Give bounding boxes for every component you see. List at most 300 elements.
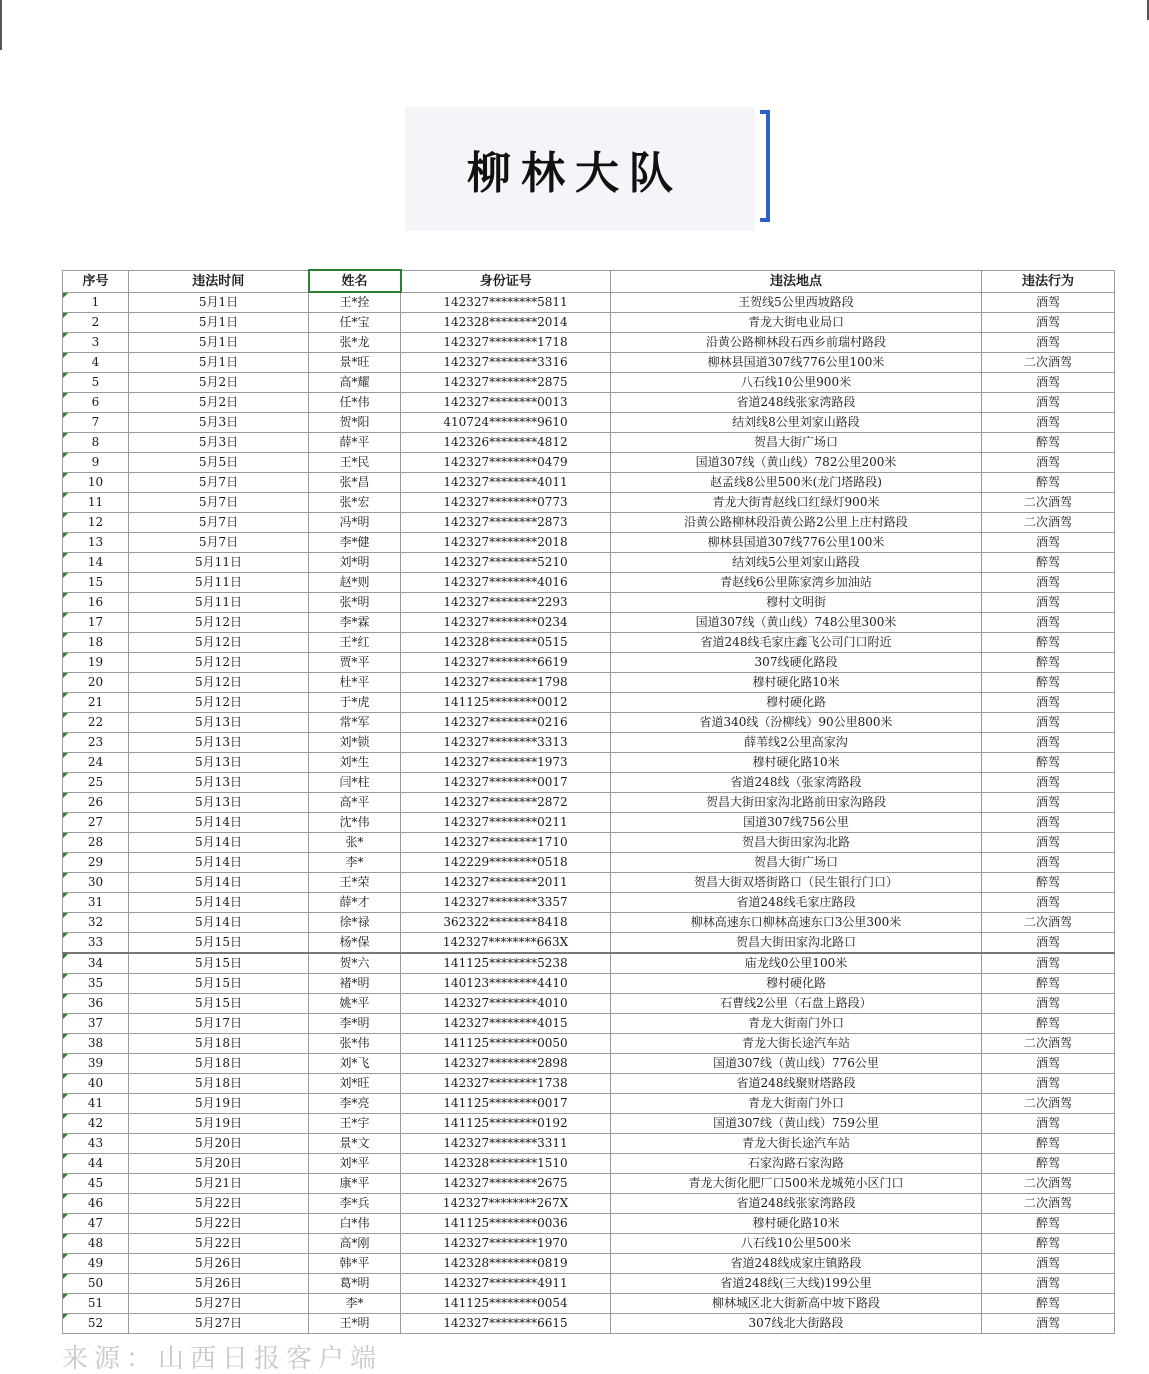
cell-time: 5月14日 bbox=[129, 913, 309, 933]
cell-time: 5月15日 bbox=[129, 953, 309, 974]
cell-name: 高*平 bbox=[309, 793, 401, 813]
cell-id-number: 142327********3316 bbox=[401, 353, 611, 373]
cell-location: 庙龙线0公里100米 bbox=[611, 953, 982, 974]
title-banner bbox=[405, 107, 755, 231]
cell-name: 徐*禄 bbox=[309, 913, 401, 933]
cell-name: 刘*平 bbox=[309, 1154, 401, 1174]
cell-index: 23 bbox=[63, 733, 129, 753]
cell-name: 王*明 bbox=[309, 1314, 401, 1334]
cell-index: 5 bbox=[63, 373, 129, 393]
cell-name: 张*昌 bbox=[309, 473, 401, 493]
cell-index: 12 bbox=[63, 513, 129, 533]
cell-location: 贺昌大街广场口 bbox=[611, 433, 982, 453]
cell-name: 白*伟 bbox=[309, 1214, 401, 1234]
cell-violation: 酒驾 bbox=[982, 853, 1115, 873]
cell-name: 贾*平 bbox=[309, 653, 401, 673]
cell-time: 5月7日 bbox=[129, 533, 309, 553]
cell-index: 38 bbox=[63, 1034, 129, 1054]
cell-violation: 二次酒驾 bbox=[982, 913, 1115, 933]
table-row bbox=[63, 974, 1115, 994]
cell-name: 王*荣 bbox=[309, 873, 401, 893]
cell-id-number: 142328********0515 bbox=[401, 633, 611, 653]
cell-violation: 醉驾 bbox=[982, 433, 1115, 453]
cell-time: 5月22日 bbox=[129, 1234, 309, 1254]
cell-location: 省道340线（汾柳线）90公里800米 bbox=[611, 713, 982, 733]
cell-id-number: 142327********0216 bbox=[401, 713, 611, 733]
title-bracket-decoration bbox=[760, 110, 770, 222]
cell-index: 27 bbox=[63, 813, 129, 833]
cell-index: 7 bbox=[63, 413, 129, 433]
cell-name: 贺*六 bbox=[309, 953, 401, 974]
cell-time: 5月5日 bbox=[129, 453, 309, 473]
cell-index: 13 bbox=[63, 533, 129, 553]
table-row bbox=[63, 733, 1115, 753]
cell-location: 柳林高速东口柳林高速东口3公里300米 bbox=[611, 913, 982, 933]
cell-name: 王*民 bbox=[309, 453, 401, 473]
cell-id-number: 142327********2875 bbox=[401, 373, 611, 393]
cell-index: 2 bbox=[63, 313, 129, 333]
cell-violation: 醉驾 bbox=[982, 633, 1115, 653]
cell-name: 李* bbox=[309, 1294, 401, 1314]
cell-time: 5月3日 bbox=[129, 413, 309, 433]
cell-name: 于*虎 bbox=[309, 693, 401, 713]
cell-violation: 醉驾 bbox=[982, 753, 1115, 773]
cell-location: 结刘线8公里刘家山路段 bbox=[611, 413, 982, 433]
cell-id-number: 141125********0017 bbox=[401, 1094, 611, 1114]
cell-violation: 酒驾 bbox=[982, 733, 1115, 753]
cell-index: 41 bbox=[63, 1094, 129, 1114]
cell-name: 王*红 bbox=[309, 633, 401, 653]
cell-id-number: 142327********2873 bbox=[401, 513, 611, 533]
table-row bbox=[63, 1134, 1115, 1154]
cell-name: 任*伟 bbox=[309, 393, 401, 413]
table-row bbox=[63, 953, 1115, 974]
cell-violation: 酒驾 bbox=[982, 453, 1115, 473]
cell-time: 5月7日 bbox=[129, 493, 309, 513]
table-row bbox=[63, 994, 1115, 1014]
table-row bbox=[63, 593, 1115, 613]
cell-location: 307线硬化路段 bbox=[611, 653, 982, 673]
table-row bbox=[63, 493, 1115, 513]
cell-violation: 酒驾 bbox=[982, 693, 1115, 713]
cell-id-number: 141125********0036 bbox=[401, 1214, 611, 1234]
cell-name: 张*伟 bbox=[309, 1034, 401, 1054]
cell-time: 5月14日 bbox=[129, 813, 309, 833]
cell-violation: 酒驾 bbox=[982, 813, 1115, 833]
table-row bbox=[63, 713, 1115, 733]
cell-index: 4 bbox=[63, 353, 129, 373]
cell-index: 46 bbox=[63, 1194, 129, 1214]
cell-id-number: 142327********6619 bbox=[401, 653, 611, 673]
table-row bbox=[63, 353, 1115, 373]
cell-violation: 醉驾 bbox=[982, 1214, 1115, 1234]
cell-time: 5月14日 bbox=[129, 833, 309, 853]
cell-id-number: 142327********1718 bbox=[401, 333, 611, 353]
cell-name: 景*文 bbox=[309, 1134, 401, 1154]
cell-time: 5月2日 bbox=[129, 393, 309, 413]
cell-id-number: 142327********663X bbox=[401, 933, 611, 954]
cell-time: 5月18日 bbox=[129, 1074, 309, 1094]
cell-location: 八石线10公里500米 bbox=[611, 1234, 982, 1254]
cell-location: 柳林城区北大街新高中坡下路段 bbox=[611, 1294, 982, 1314]
cell-time: 5月2日 bbox=[129, 373, 309, 393]
cell-index: 43 bbox=[63, 1134, 129, 1154]
cell-id-number: 142328********1510 bbox=[401, 1154, 611, 1174]
table-row bbox=[63, 833, 1115, 853]
cell-time: 5月17日 bbox=[129, 1014, 309, 1034]
cell-id-number: 142327********5811 bbox=[401, 292, 611, 313]
cell-index: 25 bbox=[63, 773, 129, 793]
cell-index: 45 bbox=[63, 1174, 129, 1194]
table-row bbox=[63, 1234, 1115, 1254]
cell-index: 42 bbox=[63, 1114, 129, 1134]
cell-id-number: 142327********2872 bbox=[401, 793, 611, 813]
cell-violation: 醉驾 bbox=[982, 974, 1115, 994]
cell-id-number: 142327********1798 bbox=[401, 673, 611, 693]
cell-location: 国道307线（黄山线）759公里 bbox=[611, 1114, 982, 1134]
table-row bbox=[63, 673, 1115, 693]
cell-name: 褚*明 bbox=[309, 974, 401, 994]
cell-time: 5月13日 bbox=[129, 793, 309, 813]
cell-index: 1 bbox=[63, 292, 129, 313]
table-row bbox=[63, 333, 1115, 353]
cell-index: 35 bbox=[63, 974, 129, 994]
cell-time: 5月26日 bbox=[129, 1254, 309, 1274]
cell-time: 5月19日 bbox=[129, 1094, 309, 1114]
cell-index: 17 bbox=[63, 613, 129, 633]
cell-violation: 醉驾 bbox=[982, 1294, 1115, 1314]
table-row bbox=[63, 1154, 1115, 1174]
cell-location: 青龙大街青赵线口红绿灯900米 bbox=[611, 493, 982, 513]
cell-time: 5月18日 bbox=[129, 1054, 309, 1074]
cell-location: 307线北大街路段 bbox=[611, 1314, 982, 1334]
cell-location: 青赵线6公里陈家湾乡加油站 bbox=[611, 573, 982, 593]
cell-violation: 醉驾 bbox=[982, 873, 1115, 893]
cell-index: 16 bbox=[63, 593, 129, 613]
cell-id-number: 142326********4812 bbox=[401, 433, 611, 453]
cell-violation: 酒驾 bbox=[982, 613, 1115, 633]
cell-location: 赵孟线8公里500米(龙门塔路段) bbox=[611, 473, 982, 493]
cell-time: 5月27日 bbox=[129, 1294, 309, 1314]
cell-index: 48 bbox=[63, 1234, 129, 1254]
table-row bbox=[63, 1294, 1115, 1314]
cell-location: 青龙大街长途汽车站 bbox=[611, 1034, 982, 1054]
table-row bbox=[63, 613, 1115, 633]
cell-name: 王*拴 bbox=[309, 292, 401, 313]
cell-violation: 二次酒驾 bbox=[982, 1194, 1115, 1214]
cell-name: 张*龙 bbox=[309, 333, 401, 353]
cell-name: 李*霖 bbox=[309, 613, 401, 633]
cell-name: 李*兵 bbox=[309, 1194, 401, 1214]
cell-name: 李*亮 bbox=[309, 1094, 401, 1114]
header-time: 违法时间 bbox=[129, 270, 309, 292]
cell-time: 5月12日 bbox=[129, 693, 309, 713]
cell-violation: 二次酒驾 bbox=[982, 353, 1115, 373]
table-row bbox=[63, 1314, 1115, 1334]
cell-violation: 酒驾 bbox=[982, 893, 1115, 913]
cell-time: 5月1日 bbox=[129, 353, 309, 373]
cell-index: 19 bbox=[63, 653, 129, 673]
cell-index: 24 bbox=[63, 753, 129, 773]
cell-name: 张*宏 bbox=[309, 493, 401, 513]
cell-index: 9 bbox=[63, 453, 129, 473]
cell-id-number: 142327********1973 bbox=[401, 753, 611, 773]
cell-violation: 醉驾 bbox=[982, 1134, 1115, 1154]
cell-violation: 醉驾 bbox=[982, 1014, 1115, 1034]
cell-violation: 酒驾 bbox=[982, 1054, 1115, 1074]
cell-id-number: 142327********0479 bbox=[401, 453, 611, 473]
cell-violation: 酒驾 bbox=[982, 593, 1115, 613]
cell-id-number: 142327********0013 bbox=[401, 393, 611, 413]
cell-location: 国道307线（黄山线）748公里300米 bbox=[611, 613, 982, 633]
cell-time: 5月15日 bbox=[129, 994, 309, 1014]
cell-name: 景*旺 bbox=[309, 353, 401, 373]
table-row bbox=[63, 633, 1115, 653]
cell-id-number: 142327********0773 bbox=[401, 493, 611, 513]
table-row bbox=[63, 513, 1115, 533]
cell-violation: 醉驾 bbox=[982, 673, 1115, 693]
cell-location: 穆村硬化路 bbox=[611, 974, 982, 994]
cell-location: 青龙大街长途汽车站 bbox=[611, 1134, 982, 1154]
cell-location: 国道307线756公里 bbox=[611, 813, 982, 833]
cell-location: 省道248线毛家庄鑫飞公司门口附近 bbox=[611, 633, 982, 653]
cell-id-number: 141125********0050 bbox=[401, 1034, 611, 1054]
cell-index: 44 bbox=[63, 1154, 129, 1174]
cell-time: 5月26日 bbox=[129, 1274, 309, 1294]
table-row bbox=[63, 933, 1115, 954]
cell-name: 刘*旺 bbox=[309, 1074, 401, 1094]
cell-location: 青龙大街南门外口 bbox=[611, 1094, 982, 1114]
cell-location: 省道248线张家湾路段 bbox=[611, 393, 982, 413]
cell-index: 22 bbox=[63, 713, 129, 733]
table-row bbox=[63, 413, 1115, 433]
cell-time: 5月1日 bbox=[129, 313, 309, 333]
cell-index: 11 bbox=[63, 493, 129, 513]
cell-name: 闫*柱 bbox=[309, 773, 401, 793]
cell-id-number: 142327********0211 bbox=[401, 813, 611, 833]
cell-location: 贺昌大街田家沟北路 bbox=[611, 833, 982, 853]
cell-id-number: 141125********0012 bbox=[401, 693, 611, 713]
cell-index: 39 bbox=[63, 1054, 129, 1074]
cell-id-number: 142327********3357 bbox=[401, 893, 611, 913]
cell-location: 青龙大街化肥厂口500米龙城苑小区门口 bbox=[611, 1174, 982, 1194]
cell-name: 赵*则 bbox=[309, 573, 401, 593]
cell-violation: 酒驾 bbox=[982, 1274, 1115, 1294]
source-caption: 来源：山西日报客户端 bbox=[62, 1344, 383, 1374]
cell-index: 49 bbox=[63, 1254, 129, 1274]
cell-name: 李* bbox=[309, 853, 401, 873]
cell-name: 沈*伟 bbox=[309, 813, 401, 833]
cell-name: 任*宝 bbox=[309, 313, 401, 333]
cell-name: 康*平 bbox=[309, 1174, 401, 1194]
cell-time: 5月12日 bbox=[129, 613, 309, 633]
table-row bbox=[63, 1114, 1115, 1134]
cell-id-number: 142327********3311 bbox=[401, 1134, 611, 1154]
cell-time: 5月13日 bbox=[129, 773, 309, 793]
cell-time: 5月1日 bbox=[129, 292, 309, 313]
cell-location: 结刘线5公里刘家山路段 bbox=[611, 553, 982, 573]
cell-index: 6 bbox=[63, 393, 129, 413]
cell-location: 穆村文明街 bbox=[611, 593, 982, 613]
cell-id-number: 142327********1738 bbox=[401, 1074, 611, 1094]
cell-violation: 酒驾 bbox=[982, 1314, 1115, 1334]
table-row bbox=[63, 873, 1115, 893]
table-row bbox=[63, 773, 1115, 793]
cell-index: 47 bbox=[63, 1214, 129, 1234]
cell-id-number: 141125********5238 bbox=[401, 953, 611, 974]
cell-violation: 酒驾 bbox=[982, 373, 1115, 393]
cell-location: 省道248线成家庄镇路段 bbox=[611, 1254, 982, 1274]
cell-name: 高*耀 bbox=[309, 373, 401, 393]
table-row bbox=[63, 393, 1115, 413]
cell-location: 省道248线聚财塔路段 bbox=[611, 1074, 982, 1094]
cell-time: 5月13日 bbox=[129, 713, 309, 733]
table-body bbox=[63, 292, 1115, 1334]
cell-time: 5月12日 bbox=[129, 633, 309, 653]
cell-id-number: 142327********1710 bbox=[401, 833, 611, 853]
cell-index: 29 bbox=[63, 853, 129, 873]
cell-violation: 酒驾 bbox=[982, 994, 1115, 1014]
table-row bbox=[63, 373, 1115, 393]
cell-index: 21 bbox=[63, 693, 129, 713]
cell-index: 14 bbox=[63, 553, 129, 573]
table-row bbox=[63, 1254, 1115, 1274]
cell-index: 18 bbox=[63, 633, 129, 653]
table-row bbox=[63, 553, 1115, 573]
cell-index: 36 bbox=[63, 994, 129, 1014]
cell-time: 5月1日 bbox=[129, 333, 309, 353]
cell-name: 贺*阳 bbox=[309, 413, 401, 433]
table-row bbox=[63, 313, 1115, 333]
table-row bbox=[63, 573, 1115, 593]
cell-id-number: 142327********4015 bbox=[401, 1014, 611, 1034]
window-edge-left bbox=[0, 0, 2, 50]
cell-id-number: 142328********2014 bbox=[401, 313, 611, 333]
table-row bbox=[63, 1014, 1115, 1034]
page-title: 柳林大队 bbox=[467, 148, 683, 199]
violation-table-container bbox=[62, 269, 1114, 1334]
cell-location: 贺昌大街田家沟北路前田家沟路段 bbox=[611, 793, 982, 813]
cell-violation: 酒驾 bbox=[982, 1254, 1115, 1274]
table-row bbox=[63, 1214, 1115, 1234]
cell-location: 国道307线（黄山线）782公里200米 bbox=[611, 453, 982, 473]
cell-violation: 酒驾 bbox=[982, 533, 1115, 553]
cell-id-number: 362322********8418 bbox=[401, 913, 611, 933]
header-name[interactable]: 姓名 bbox=[309, 270, 401, 292]
table-row bbox=[63, 1174, 1115, 1194]
cell-time: 5月12日 bbox=[129, 673, 309, 693]
cell-location: 省道248线毛家庄路段 bbox=[611, 893, 982, 913]
cell-time: 5月14日 bbox=[129, 893, 309, 913]
cell-id-number: 142327********2018 bbox=[401, 533, 611, 553]
cell-location: 贺昌大街双塔街路口（民生银行门口） bbox=[611, 873, 982, 893]
cell-violation: 二次酒驾 bbox=[982, 513, 1115, 533]
cell-time: 5月20日 bbox=[129, 1134, 309, 1154]
cell-name: 杨*保 bbox=[309, 933, 401, 954]
cell-id-number: 142327********2898 bbox=[401, 1054, 611, 1074]
cell-violation: 酒驾 bbox=[982, 413, 1115, 433]
cell-index: 15 bbox=[63, 573, 129, 593]
cell-name: 常*军 bbox=[309, 713, 401, 733]
cell-time: 5月22日 bbox=[129, 1214, 309, 1234]
cell-id-number: 142327********2675 bbox=[401, 1174, 611, 1194]
table-row bbox=[63, 1054, 1115, 1074]
table-row bbox=[63, 893, 1115, 913]
cell-violation: 二次酒驾 bbox=[982, 1034, 1115, 1054]
cell-location: 贺昌大街田家沟北路口 bbox=[611, 933, 982, 954]
cell-location: 贺昌大街广场口 bbox=[611, 853, 982, 873]
cell-name: 高*刚 bbox=[309, 1234, 401, 1254]
cell-index: 8 bbox=[63, 433, 129, 453]
cell-violation: 二次酒驾 bbox=[982, 493, 1115, 513]
header-index: 序号 bbox=[63, 270, 129, 292]
table-row bbox=[63, 453, 1115, 473]
table-row bbox=[63, 793, 1115, 813]
cell-time: 5月11日 bbox=[129, 553, 309, 573]
table-row bbox=[63, 853, 1115, 873]
cell-time: 5月18日 bbox=[129, 1034, 309, 1054]
cell-index: 20 bbox=[63, 673, 129, 693]
cell-violation: 酒驾 bbox=[982, 393, 1115, 413]
cell-name: 姚*平 bbox=[309, 994, 401, 1014]
cell-name: 韩*平 bbox=[309, 1254, 401, 1274]
cell-location: 沿黄公路柳林段石西乡前瑞村路段 bbox=[611, 333, 982, 353]
cell-violation: 酒驾 bbox=[982, 1114, 1115, 1134]
cell-name: 刘*生 bbox=[309, 753, 401, 773]
table-row bbox=[63, 1274, 1115, 1294]
cell-violation: 酒驾 bbox=[982, 953, 1115, 974]
table-row bbox=[63, 693, 1115, 713]
cell-index: 26 bbox=[63, 793, 129, 813]
cell-id-number: 142327********1970 bbox=[401, 1234, 611, 1254]
cell-id-number: 142327********5210 bbox=[401, 553, 611, 573]
cell-name: 薛*才 bbox=[309, 893, 401, 913]
cell-name: 薛*平 bbox=[309, 433, 401, 453]
cell-name: 张* bbox=[309, 833, 401, 853]
cell-violation: 醉驾 bbox=[982, 553, 1115, 573]
table-row bbox=[63, 1074, 1115, 1094]
table-row bbox=[63, 533, 1115, 553]
cell-index: 30 bbox=[63, 873, 129, 893]
table-row bbox=[63, 473, 1115, 493]
cell-id-number: 142327********267X bbox=[401, 1194, 611, 1214]
cell-violation: 酒驾 bbox=[982, 1074, 1115, 1094]
cell-index: 52 bbox=[63, 1314, 129, 1334]
cell-violation: 酒驾 bbox=[982, 573, 1115, 593]
cell-location: 穆村硬化路10米 bbox=[611, 673, 982, 693]
cell-id-number: 141125********0054 bbox=[401, 1294, 611, 1314]
cell-time: 5月12日 bbox=[129, 653, 309, 673]
cell-location: 薛苇线2公里高家沟 bbox=[611, 733, 982, 753]
cell-id-number: 142327********0017 bbox=[401, 773, 611, 793]
cell-name: 张*明 bbox=[309, 593, 401, 613]
cell-violation: 酒驾 bbox=[982, 773, 1115, 793]
cell-time: 5月21日 bbox=[129, 1174, 309, 1194]
cell-id-number: 142327********2293 bbox=[401, 593, 611, 613]
cell-location: 青龙大街南门外口 bbox=[611, 1014, 982, 1034]
cell-time: 5月20日 bbox=[129, 1154, 309, 1174]
cell-time: 5月14日 bbox=[129, 873, 309, 893]
cell-violation: 醉驾 bbox=[982, 1234, 1115, 1254]
cell-location: 青龙大街电业局口 bbox=[611, 313, 982, 333]
cell-location: 王贺线5公里西坡路段 bbox=[611, 292, 982, 313]
cell-time: 5月7日 bbox=[129, 473, 309, 493]
cell-time: 5月15日 bbox=[129, 933, 309, 954]
cell-violation: 酒驾 bbox=[982, 333, 1115, 353]
cell-time: 5月7日 bbox=[129, 513, 309, 533]
cell-location: 沿黄公路柳林段沿黄公路2公里上庄村路段 bbox=[611, 513, 982, 533]
cell-violation: 醉驾 bbox=[982, 653, 1115, 673]
